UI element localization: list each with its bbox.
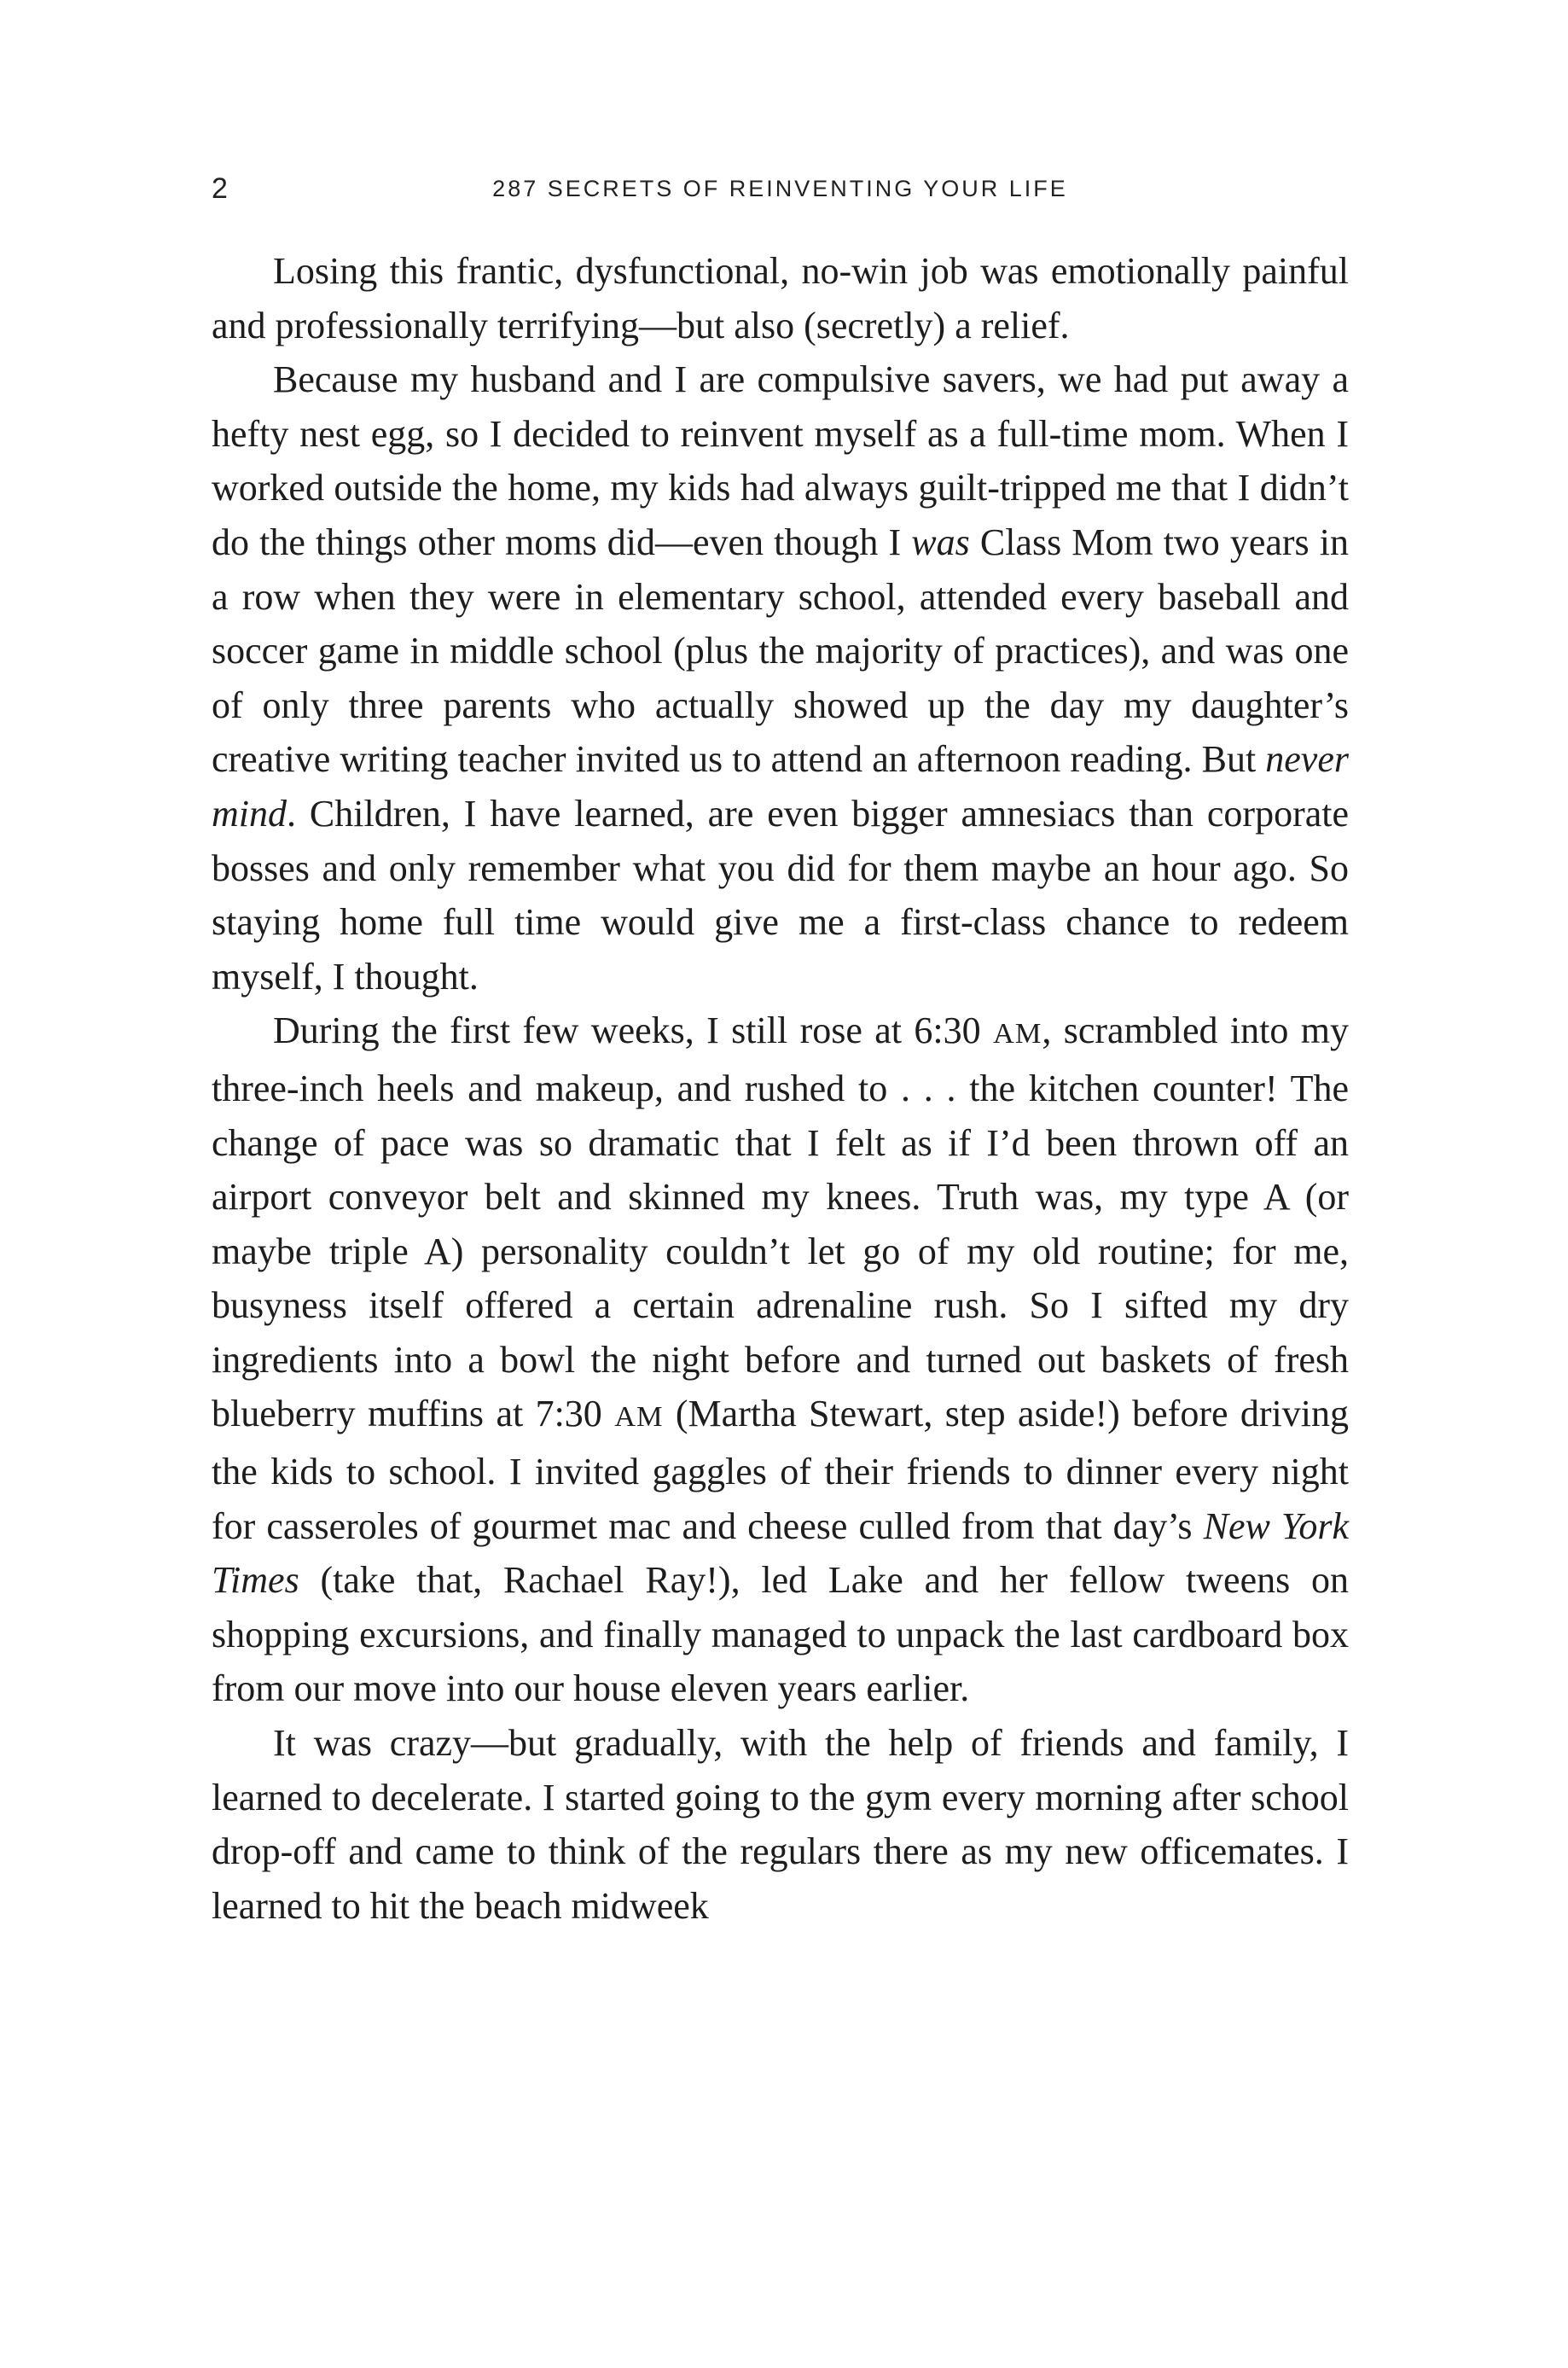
paragraph-3-italic-nyt: New York Times — [212, 1504, 1349, 1602]
paragraph-3-am-1: AM — [993, 1017, 1042, 1050]
paragraph-3-text-d: (take that, Rachael Ray!), led Lake and her fellow tweens on shopping excursions, and finally managed to unpack the last cardboard box from our move into our house eleven years earlier. — [212, 1559, 1349, 1710]
paragraph-4: It was crazy—but gradually, with the help of friends and family, I learned to decelerate. I started going to the gym every morning after school drop-off and came to think of the regulars there as my new officemates. I learned to hit the beach midweek — [212, 1722, 1349, 1927]
running-head — [212, 167, 1349, 210]
running-title: 287 SECRETS OF REINVENTING YOUR LIFE — [492, 176, 1068, 201]
paragraph-2-italic-was: was — [911, 521, 970, 563]
paragraph-2-text-a: Because my husband and I are compulsive savers, we had put away a hefty nest egg, so I decided to reinvent myself as a full-time mom. When I worked outside the home, my kids had always guilt-tripped me that I didn’t do the things other moms did—even though I — [212, 358, 1349, 563]
paragraph-2-text-c: . Children, I have learned, are even bigger amnesiacs than corporate bosses and only remember what you did for them maybe an hour ago. So staying home full time would give me a first-class chance to redeem myself, I thought. — [212, 792, 1349, 998]
paragraph-3-text-c: (Martha Stewart, step aside!) before driving the kids to school. I invited gaggles of their friends to dinner every night for casseroles of gourmet mac and cheese culled from that day’s — [212, 1393, 1349, 1547]
paragraph-3-am-2: AM — [614, 1400, 664, 1434]
paragraph-3 — [212, 1004, 1349, 1716]
paragraph-2-text-b: Class Mom two years in a row when they were in elementary school, attended every baseball and soccer game in middle school (plus the majority of practices), and was one of only three parents who actually showed up the day my daughter’s creative writing teacher invited us to attend an afternoon reading. But — [212, 521, 1349, 781]
paragraph-3-text-a: During the first few weeks, I still rose at 6:30 — [273, 1009, 994, 1052]
page-number: 2 — [212, 172, 228, 205]
paragraph-2-italic-never-mind: never mind — [212, 738, 1349, 835]
paragraph-1: Losing this frantic, dysfunctional, no-win job was emotionally painful and professionally terrifying—but also (secretly) a relief. — [212, 250, 1349, 346]
paragraph-2 — [212, 352, 1349, 1004]
paragraph-3-text-b: , scrambled into my three-inch heels and makeup, and rushed to . . . the kitchen counter! The change of pace was so dramatic that I felt as if I’d been thrown off an airport conveyor belt and skinned my knees. Truth was, my type A (or maybe triple A) personality couldn’t let go of my old routine; for me, busyness itself offered a certain adrenaline rush. So I sifted my dry ingredients into a bowl the night before and turned out baskets of fresh blueberry muffins at 7:30 — [212, 1009, 1349, 1435]
body-text — [212, 244, 1349, 1933]
